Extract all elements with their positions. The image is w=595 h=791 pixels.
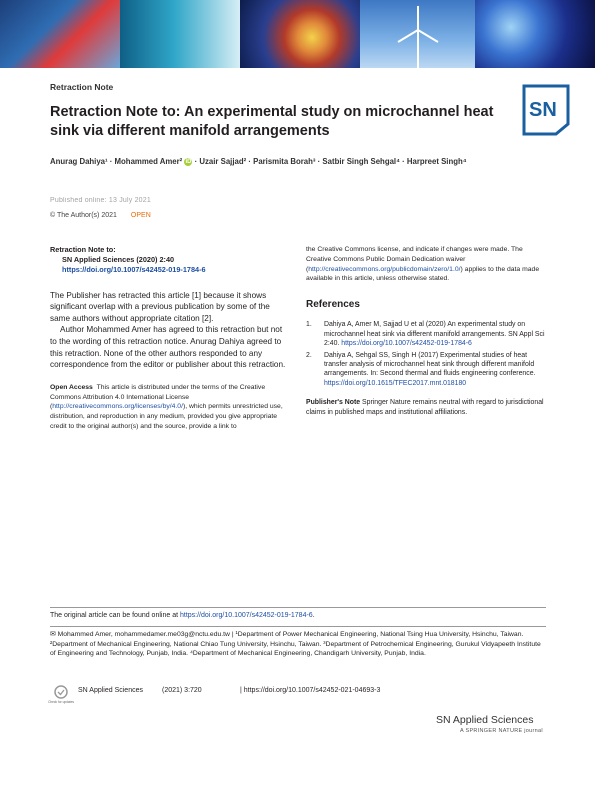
reference-text: Dahiya A, Sehgal SS, Singh H (2017) Experimental studies of heat transfer analysis of microchannel heat sink through different manifold arrangements. In: Second thermal and fluids engineering conference.: [324, 351, 536, 378]
journal-brand-name: SN Applied Sciences: [436, 714, 534, 726]
banner-image-lab: [0, 0, 120, 68]
license-text: the Creative Commons license, and indicate if changes were made. The Creative Commons Public Domain Dedication waiver (: [306, 246, 523, 273]
publishers-note-label: Publisher's Note: [306, 399, 361, 407]
publishers-note-text: Springer Nature remains neutral with regard to jurisdictional claims in published maps and institutional affiliations.: [306, 399, 544, 416]
banner-image-molecules: [475, 0, 595, 68]
published-date: Published online: 13 July 2021: [50, 197, 151, 204]
reference-doi-link[interactable]: https://doi.org/10.1007/s42452-019-1784-6: [341, 340, 472, 348]
retraction-paragraph-1: The Publisher has retracted this article [1] because it shows significant overlap with a previous publication by some of the same authors without appropriate citation [2].: [50, 290, 270, 323]
license-text-2: ) applies to the data made available in this article, unless otherwise stated.: [306, 265, 540, 283]
footer-doi[interactable]: | https://doi.org/10.1007/s42452-021-04693-3: [240, 687, 381, 694]
original-article-end: .: [312, 612, 315, 619]
header-banner: [0, 0, 595, 68]
authors-part-1: Anurag Dahiya¹ · Mohammed Amer²: [50, 157, 183, 166]
original-article-note: [50, 612, 315, 619]
copyright-line: [50, 212, 151, 219]
article-type: Retraction Note: [50, 82, 114, 92]
retraction-doi-link[interactable]: https://doi.org/10.1007/s42452-019-1784-6: [62, 265, 206, 275]
affiliations: ✉ Mohammed Amer, mohammedamer.me03g@nctu.edu.tw | ¹Department of Power Mechanical Engineering, National Tsing Hua University, Hsinchu, Taiwan. ²Department of Mechanical Engineering, National Chiao Tung University, Hsinchu, Taiwan. ³Department of Petrochemical Engineering, Gurukul Vidyapeeth Institute of Engineering and Technology, Punjab, India. ⁴Department of Mechanical Engineering, Chandigarh University, Punjab, India.: [50, 631, 541, 658]
open-access-badge: OPEN: [130, 212, 151, 219]
reference-item: [306, 320, 546, 348]
reference-item: [306, 351, 546, 389]
journal-brand-subtitle: A SPRINGER NATURE journal: [460, 728, 543, 734]
banner-image-coil: [240, 0, 360, 68]
open-access-label: Open Access: [50, 383, 93, 391]
reference-doi-link[interactable]: https://doi.org/10.1615/TFEC2017.mnt.018180: [324, 379, 467, 387]
cc-zero-link[interactable]: http://creativecommons.org/publicdomain/zero/1.0/: [308, 265, 461, 273]
original-article-text: The original article can be found online at: [50, 612, 180, 619]
orcid-icon[interactable]: iD: [185, 158, 192, 165]
banner-image-wind-turbine: [360, 0, 475, 68]
retraction-paragraph-2: Author Mohammed Amer has agreed to this retraction but not to the wording of this retraction notice. Anurag Dahiya agreed to this retraction. None of the other authors responded to any correspondence from the editor or publisher about this retraction.: [50, 325, 286, 370]
reference-number: 2.: [306, 351, 312, 359]
right-column: [306, 245, 546, 417]
check-for-updates-icon[interactable]: [50, 684, 72, 706]
affiliation-divider: [50, 626, 546, 627]
retraction-note-heading: Retraction Note to:: [50, 245, 116, 254]
svg-text:SN: SN: [529, 99, 557, 121]
cc-by-license-link[interactable]: http://creativecommons.org/licenses/by/4.0/: [52, 403, 183, 411]
article-title: Retraction Note to: An experimental study on microchannel heat sink via different manifold arrangements: [50, 104, 494, 139]
banner-image-water: [120, 0, 240, 68]
publishers-note: [306, 398, 546, 417]
open-access-text: This article is distributed under the terms of the Creative Commons Attribution 4.0 International License (: [50, 383, 266, 411]
reference-number: 1.: [306, 321, 312, 329]
check-for-updates-label: Check for updates: [48, 700, 74, 704]
original-article-link[interactable]: https://doi.org/10.1007/s42452-019-1784-6: [179, 612, 313, 619]
open-access-continued: [306, 245, 546, 284]
author-list: [50, 157, 467, 166]
authors-part-2: · Uzair Sajjad² · Parismita Borah³ · Satbir Singh Sehgal⁴ · Harpreet Singh⁴: [194, 157, 467, 166]
left-column: [50, 245, 290, 432]
open-access-statement: [50, 383, 290, 432]
sn-logo-icon: [522, 84, 570, 136]
footnote-divider: [50, 607, 546, 608]
copyright-text: © The Author(s) 2021: [50, 212, 117, 219]
footer-volume: (2021) 3:720: [162, 687, 202, 694]
retraction-citation: SN Applied Sciences (2020) 2:40: [62, 255, 175, 265]
reference-text: Dahiya A, Amer M, Sajjad U et al (2020) An experimental study on microchannel heat sink via different manifold arrangements. SN Appl Sci 2:40.: [324, 321, 545, 348]
open-access-text-2: ), which permits unrestricted use, distribution, and reproduction in any medium, provided you give appropriate credit to the original author(s) and the source, provide a link to: [50, 403, 283, 430]
footer-journal-name: SN Applied Sciences: [78, 687, 143, 694]
references-heading: References: [306, 299, 360, 311]
